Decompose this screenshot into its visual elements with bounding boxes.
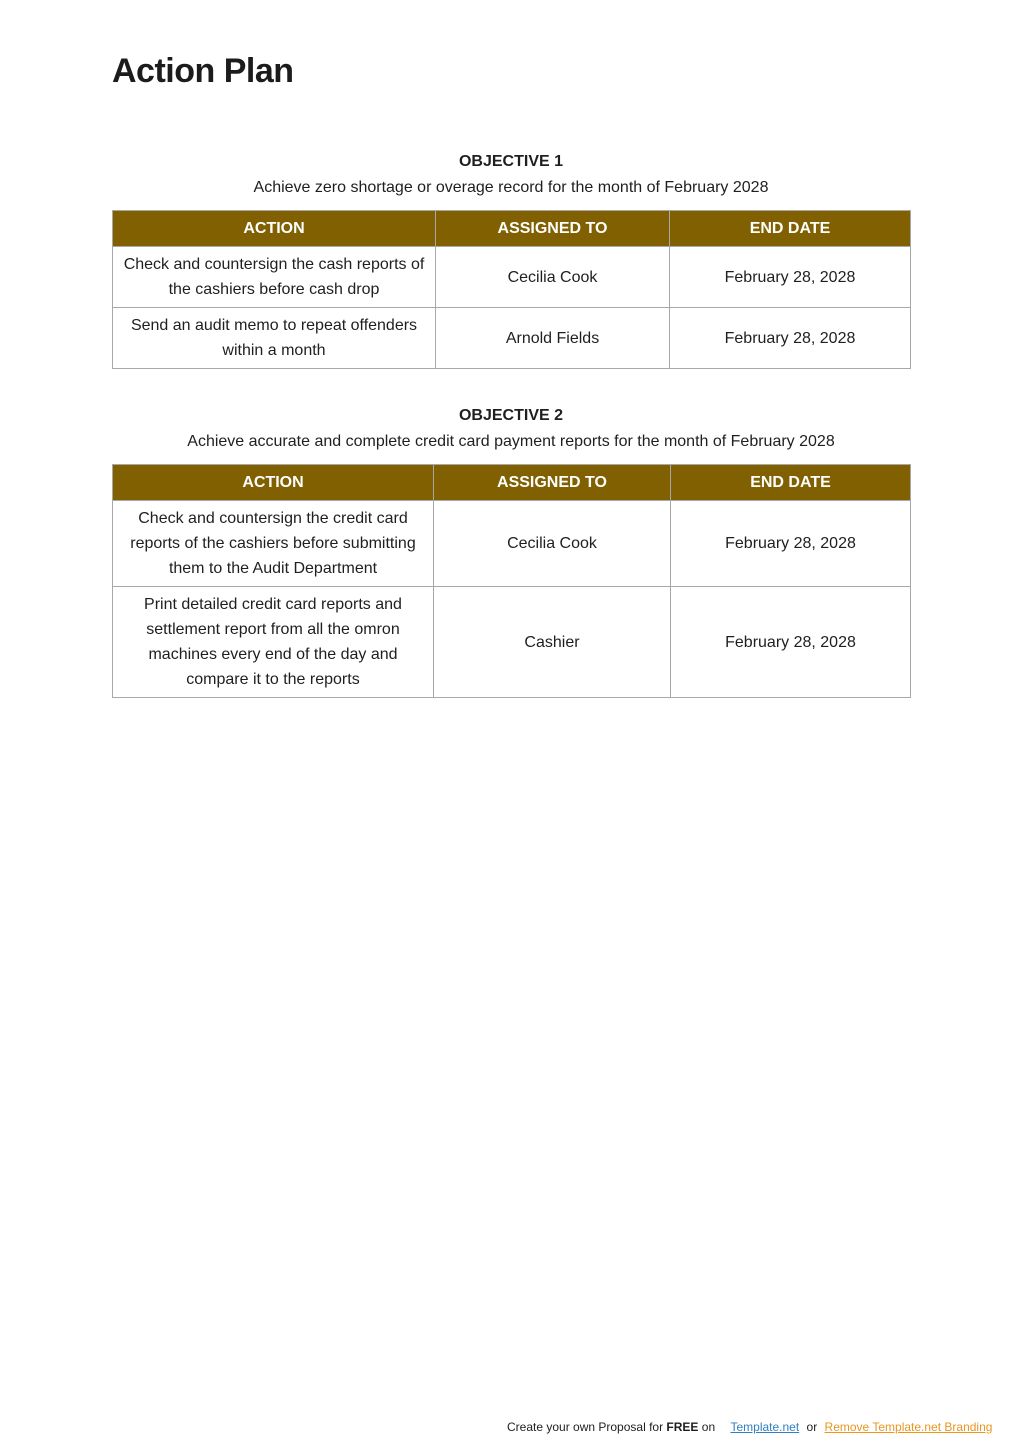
assigned-to-cell: Cecilia Cook — [434, 501, 671, 587]
footer-on: on — [698, 1420, 716, 1434]
footer-or: or — [806, 1420, 818, 1434]
objective-heading: OBJECTIVE 1 — [458, 153, 564, 170]
page-title: Action Plan — [112, 52, 294, 90]
action-cell: Check and countersign the cash reports of the cashiers before cash drop — [113, 247, 436, 308]
column-header-assigned-to: ASSIGNED TO — [436, 211, 670, 247]
assigned-to-cell: Cashier — [434, 587, 671, 698]
objective-description: Achieve zero shortage or overage record for the month of February 2028 — [253, 179, 769, 196]
table-row — [113, 247, 911, 308]
action-plan-table — [112, 210, 911, 369]
footer-branding — [507, 1420, 992, 1434]
action-cell: Send an audit memo to repeat offenders within a month — [113, 308, 436, 369]
table-row — [113, 308, 911, 369]
end-date-cell: February 28, 2028 — [670, 247, 911, 308]
objective-1-section — [112, 151, 910, 369]
remove-branding-link[interactable]: Remove Template.net Branding — [824, 1420, 993, 1434]
action-cell: Check and countersign the credit card reports of the cashiers before submitting them to the Audit Department — [113, 501, 434, 587]
objective-2-section — [112, 405, 910, 698]
table-header-row — [113, 465, 911, 501]
table-row — [113, 587, 911, 698]
action-cell: Print detailed credit card reports and settlement report from all the omron machines every end of the day and compare it to the reports — [113, 587, 434, 698]
assigned-to-cell: Arnold Fields — [436, 308, 670, 369]
footer-free: FREE — [666, 1420, 699, 1434]
table-row — [113, 501, 911, 587]
end-date-cell: February 28, 2028 — [671, 501, 911, 587]
assigned-to-cell: Cecilia Cook — [436, 247, 670, 308]
column-header-end-date: END DATE — [671, 465, 911, 501]
objective-heading: OBJECTIVE 2 — [458, 407, 564, 424]
footer-prefix: Create your own Proposal for — [507, 1420, 667, 1434]
column-header-action: ACTION — [113, 211, 436, 247]
column-header-action: ACTION — [113, 465, 434, 501]
table-header-row — [113, 211, 911, 247]
end-date-cell: February 28, 2028 — [671, 587, 911, 698]
action-plan-table — [112, 464, 911, 698]
template-net-link[interactable]: Template.net — [730, 1420, 800, 1434]
end-date-cell: February 28, 2028 — [670, 308, 911, 369]
column-header-end-date: END DATE — [670, 211, 911, 247]
column-header-assigned-to: ASSIGNED TO — [434, 465, 671, 501]
objective-description: Achieve accurate and complete credit card payment reports for the month of February 2028 — [187, 433, 835, 450]
